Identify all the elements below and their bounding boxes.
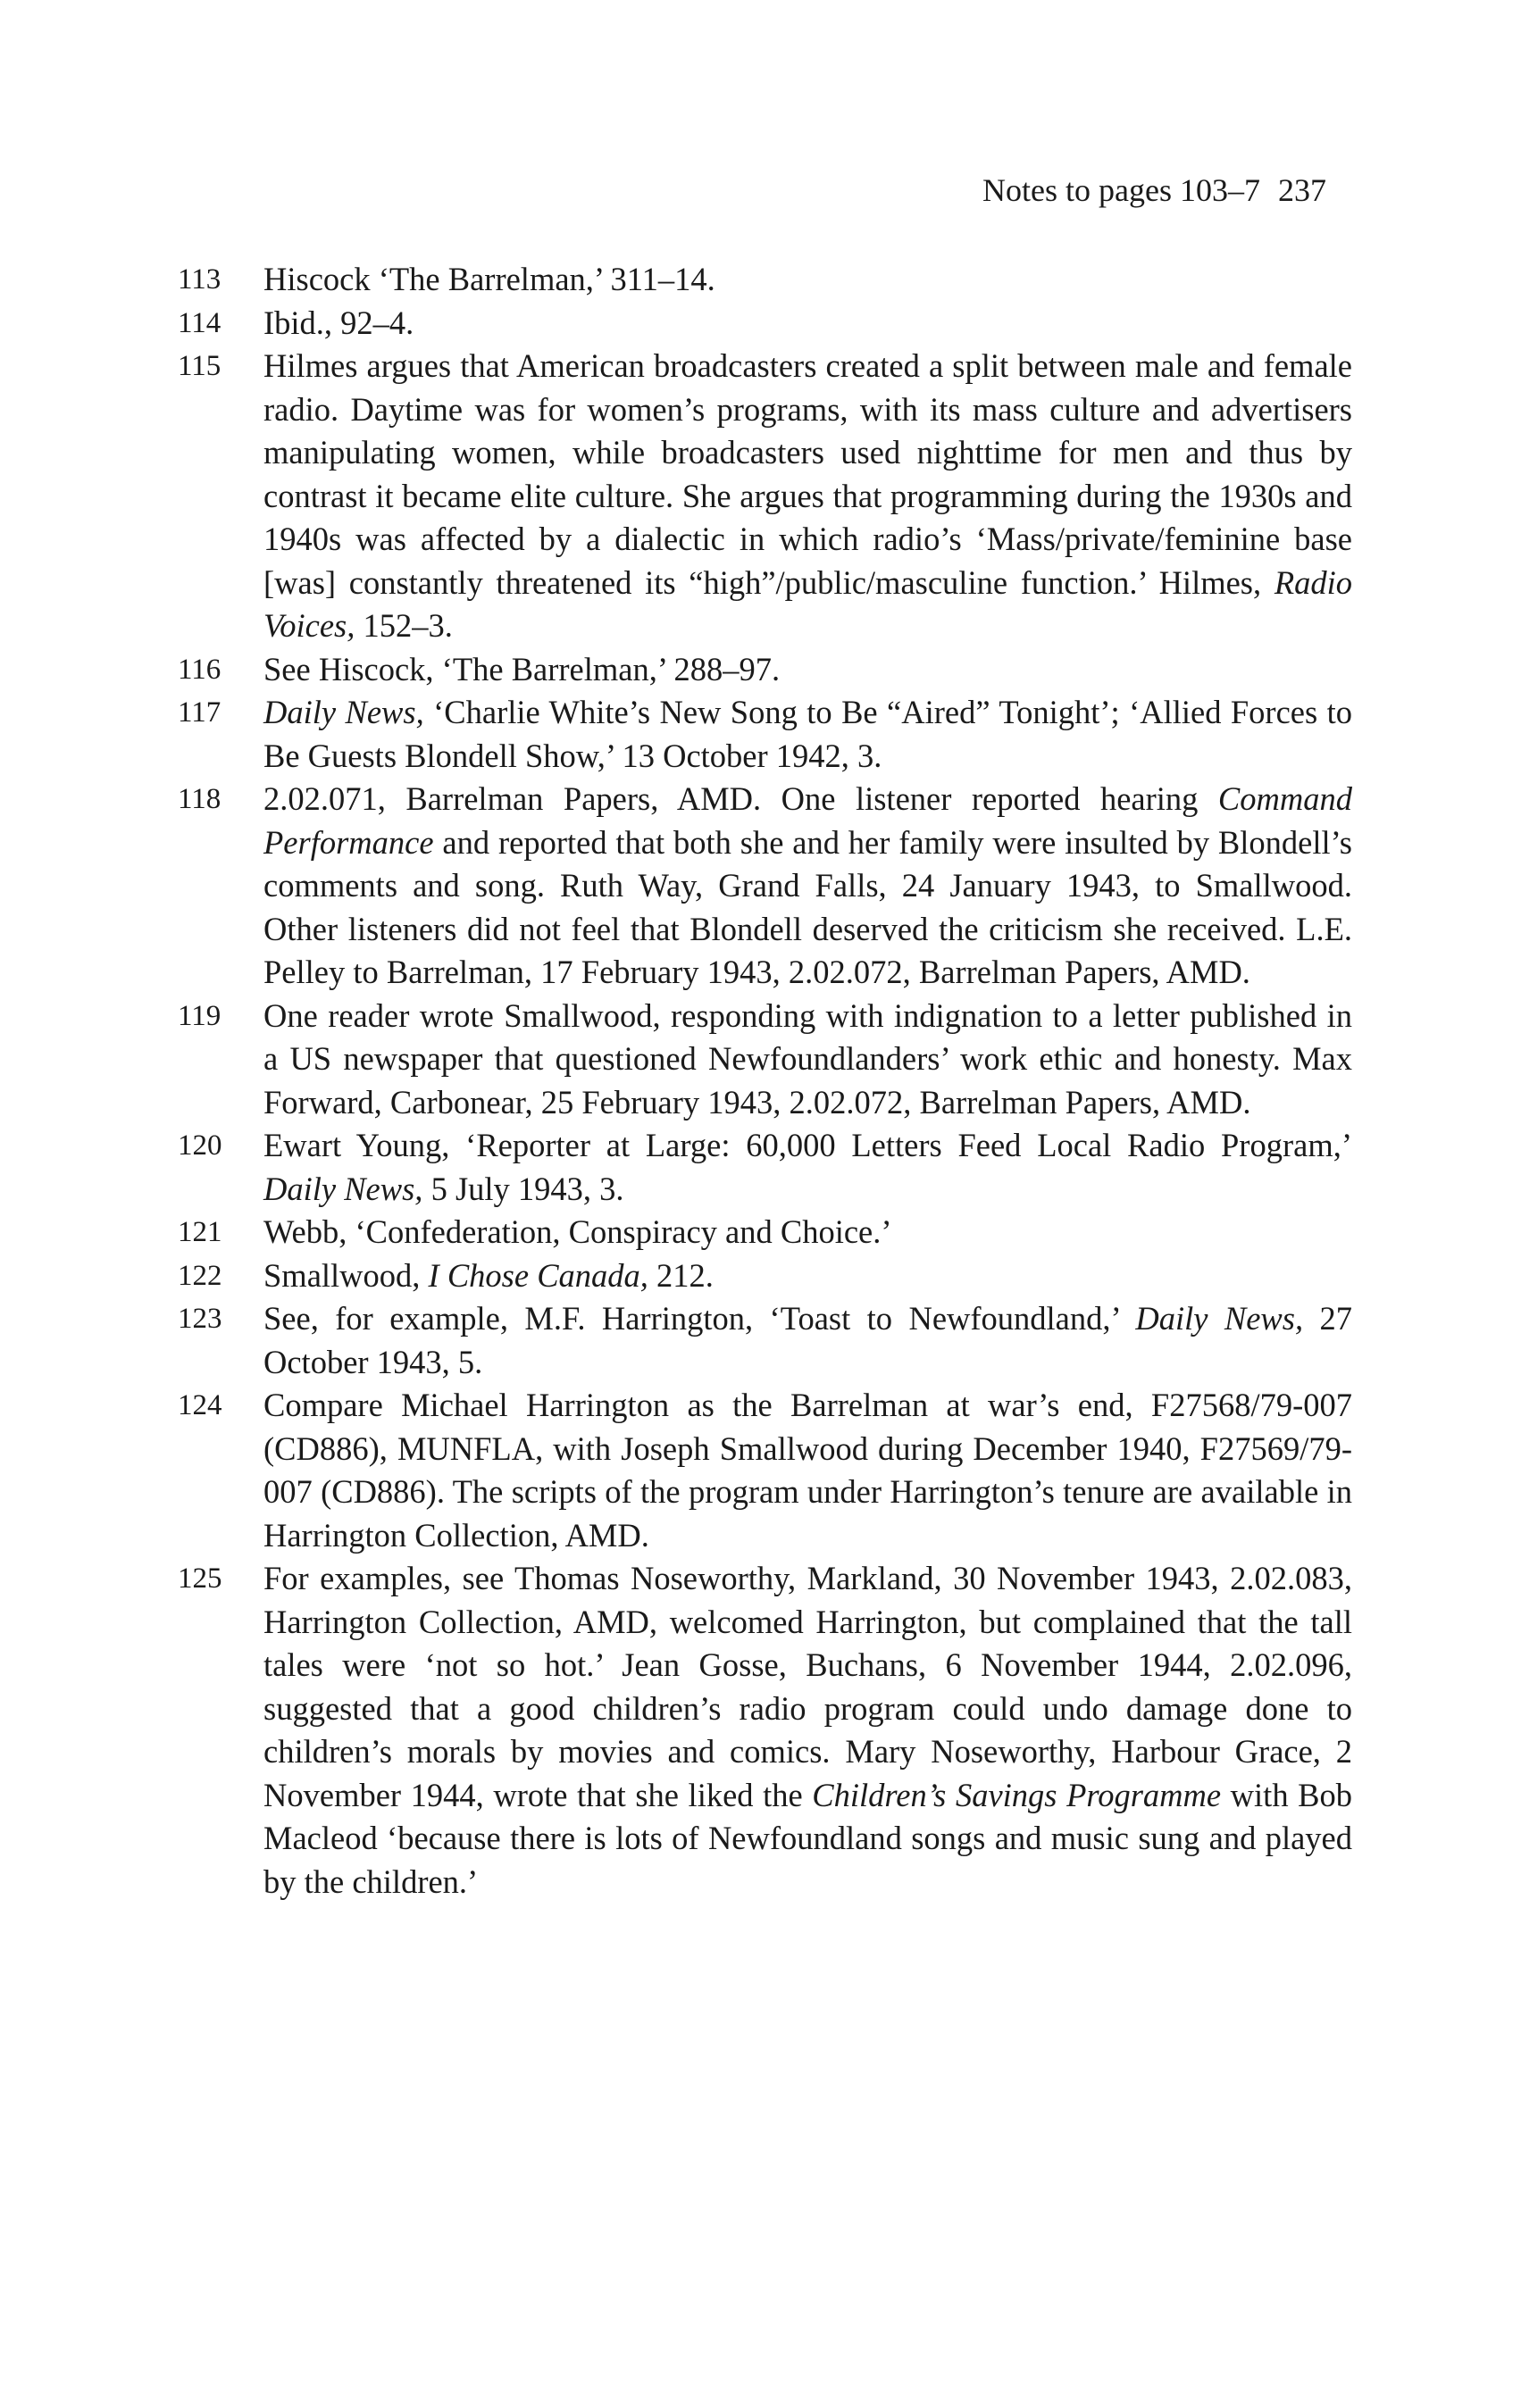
endnote-number: 125	[178, 1562, 222, 1595]
text-run: Ewart Young, ‘Reporter at Large: 60,000 Letters Feed Local Radio Program,’	[263, 1127, 1352, 1163]
endnote-number: 123	[178, 1303, 222, 1335]
text-run: and reported that both she and her family were insulted by Blondell’s comments and song. Ruth Way, Grand Falls, 24 January 1943, to Smallwood. Other listeners did not feel that Blondell deserved the criticism she received. L.E. Pelley to Barrelman, 17 February 1943, 2.02.072, Barrelman Papers, AMD.	[263, 823, 1352, 990]
endnote-text	[263, 1124, 1352, 1211]
text-run: Hiscock ‘The Barrelman,’ 311–14.	[263, 261, 715, 297]
endnote-text	[263, 345, 1352, 648]
endnote-text	[263, 258, 1352, 302]
endnote-120	[178, 1124, 1352, 1211]
endnote-text	[263, 995, 1352, 1125]
text-run: Compare Michael Harrington as the Barrelman at war’s end, F27568/79-007 (CD886), MUNFLA, with Joseph Smallwood during December 1940, F27569/79-007 (CD886). The scripts of the program under Harrington’s tenure are available in Harrington Collection, AMD.	[263, 1387, 1352, 1554]
endnote-text	[263, 648, 1352, 692]
endnote-number: 118	[178, 783, 221, 815]
endnote-text	[263, 1211, 1352, 1254]
endnote-text	[263, 1557, 1352, 1904]
endnote-number: 115	[178, 350, 221, 382]
running-header	[982, 170, 1326, 211]
endnote-number: 119	[178, 999, 221, 1032]
endnote-124	[178, 1384, 1352, 1557]
italic-title: Radio Voices,	[263, 563, 1352, 644]
endnote-113	[178, 258, 1352, 302]
endnote-number: 121	[178, 1216, 222, 1248]
text-run: Smallwood,	[263, 1256, 429, 1294]
endnote-number: 113	[178, 263, 221, 296]
endnote-text	[263, 778, 1352, 995]
text-run: 152–3.	[355, 607, 453, 644]
endnote-117	[178, 691, 1352, 778]
text-run: See Hiscock, ‘The Barrelman,’ 288–97.	[263, 650, 781, 687]
text-run: 27 October 1943, 5.	[263, 1300, 1353, 1380]
italic-title: Daily News,	[1135, 1300, 1304, 1337]
endnotes-list	[178, 258, 1352, 1904]
endnote-122	[178, 1254, 1352, 1298]
endnote-125	[178, 1557, 1352, 1904]
page-number: 237	[1278, 172, 1326, 208]
text-run: Ibid., 92–4.	[263, 304, 414, 341]
text-run: Webb, ‘Confederation, Conspiracy and Choice.’	[263, 1213, 892, 1250]
italic-title: Daily News,	[263, 1170, 423, 1207]
text-run: See, for example, M.F. Harrington, ‘Toast to Newfoundland,’	[263, 1300, 1136, 1337]
text-run: Hilmes argues that American broadcasters created a split between male and female radio. Daytime was for women’s programs, with its mass culture and advertisers manipulating women, while broadcasters used nighttime for men and thus by contrast it became elite culture. She argues that programming during the 1930s and 1940s was affected by a dialectic in which radio’s ‘Mass/private/feminine base [was] constantly threatened its “high”/public/masculine function.’ Hilmes,	[263, 347, 1352, 601]
italic-title: Daily News,	[263, 694, 424, 730]
text-run: 212.	[648, 1256, 714, 1294]
endnote-number: 116	[178, 653, 221, 686]
endnote-text	[263, 1384, 1352, 1557]
endnote-number: 120	[178, 1129, 222, 1162]
endnote-number: 124	[178, 1389, 222, 1421]
endnote-text	[263, 302, 1352, 346]
endnote-118	[178, 778, 1352, 995]
endnote-119	[178, 995, 1352, 1125]
text-run: ‘Charlie White’s New Song to Be “Aired” Tonight’; ‘Allied Forces to Be Guests Blondell Show,’ 13 October 1942, 3.	[263, 694, 1352, 774]
endnote-text	[263, 1297, 1352, 1384]
endnote-number: 114	[178, 306, 221, 339]
endnote-116	[178, 648, 1352, 692]
endnote-text	[263, 1254, 1352, 1298]
text-run: 5 July 1943, 3.	[422, 1170, 624, 1207]
italic-title: I Chose Canada,	[428, 1256, 648, 1294]
endnote-text	[263, 691, 1352, 778]
text-run: with Bob Macleod ‘because there is lots of Newfoundland songs and music sung and played by the children.’	[263, 1776, 1352, 1900]
text-run: 2.02.071, Barrelman Papers, AMD. One listener reported hearing	[263, 780, 1218, 817]
text-run: For examples, see Thomas Noseworthy, Markland, 30 November 1943, 2.02.083, Harrington Collection, AMD, welcomed Harrington, but complained that the tall tales were ‘not so hot.’ Jean Gosse, Buchans, 6 November 1944, 2.02.096, suggested that a good children’s radio program could undo damage done to children’s morals by movies and comics. Mary Noseworthy, Harbour Grace, 2 November 1944, wrote that she liked the	[263, 1560, 1352, 1813]
endnote-115	[178, 345, 1352, 648]
endnote-121	[178, 1211, 1352, 1254]
italic-title: Command Performance	[263, 780, 1352, 861]
endnote-123	[178, 1297, 1352, 1384]
endnote-number: 117	[178, 696, 221, 729]
endnote-114	[178, 302, 1352, 346]
endnote-number: 122	[178, 1259, 222, 1292]
running-title: Notes to pages 103–7	[982, 172, 1260, 208]
italic-title: Children’s Savings Programme	[812, 1776, 1222, 1813]
text-run: One reader wrote Smallwood, responding with indignation to a letter published in a US newspaper that questioned Newfoundlanders’ work ethic and honesty. Max Forward, Carbonear, 25 February 1943, 2.02.072, Barrelman Papers, AMD.	[263, 996, 1352, 1121]
